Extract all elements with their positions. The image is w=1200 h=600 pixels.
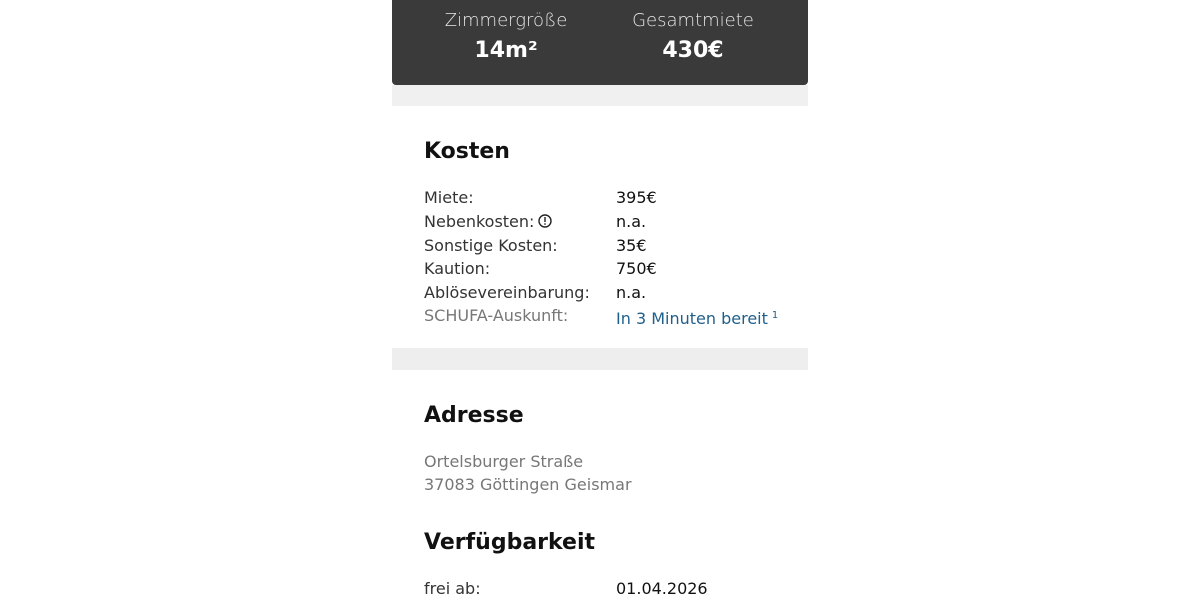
address-street: Ortelsburger Straße [424,452,584,471]
room-size-stat [406,10,606,66]
cost-label: Nebenkosten: [424,212,535,231]
cost-row-utilities [424,210,804,233]
availability-label: frei ab: [424,579,481,598]
cost-value: 395€ [616,188,657,207]
availability-value: 01.04.2026 [616,579,708,598]
cost-row-deposit [424,257,804,280]
total-rent-value: 430€ [662,38,724,63]
room-size-label: Zimmergröße [444,10,568,31]
availability-title: Verfügbarkeit [424,530,596,555]
cost-row-other [424,234,804,257]
schufa-link[interactable] [616,304,778,330]
stats-header [392,0,808,85]
address-title: Adresse [424,403,524,428]
cost-label: Sonstige Kosten: [424,236,558,255]
section-divider [392,348,808,370]
cost-label: Ablösevereinbarung: [424,283,590,302]
cost-label: Kaution: [424,259,491,278]
listing-column [392,0,808,600]
cost-row-rent [424,186,804,209]
cost-label: SCHUFA-Auskunft: [424,306,569,325]
cost-value: 35€ [616,236,647,255]
schufa-link-text[interactable]: In 3 Minuten bereit [616,309,768,328]
cost-value: 750€ [616,259,657,278]
availability-row-free-from [424,577,804,600]
costs-title: Kosten [424,139,510,164]
section-divider [392,85,808,106]
cost-label: Miete: [424,188,474,207]
cost-value: n.a. [616,283,647,302]
info-icon[interactable] [538,211,552,225]
address-city: 37083 Göttingen Geismar [424,475,632,494]
cost-row-schufa [424,304,804,327]
total-rent-label: Gesamtmiete [632,10,754,31]
cost-row-transfer-agreement [424,281,804,304]
total-rent-stat [593,10,793,66]
cost-value: n.a. [616,212,647,231]
footnote-marker: 1 [771,310,779,321]
room-size-value: 14m² [474,38,538,63]
